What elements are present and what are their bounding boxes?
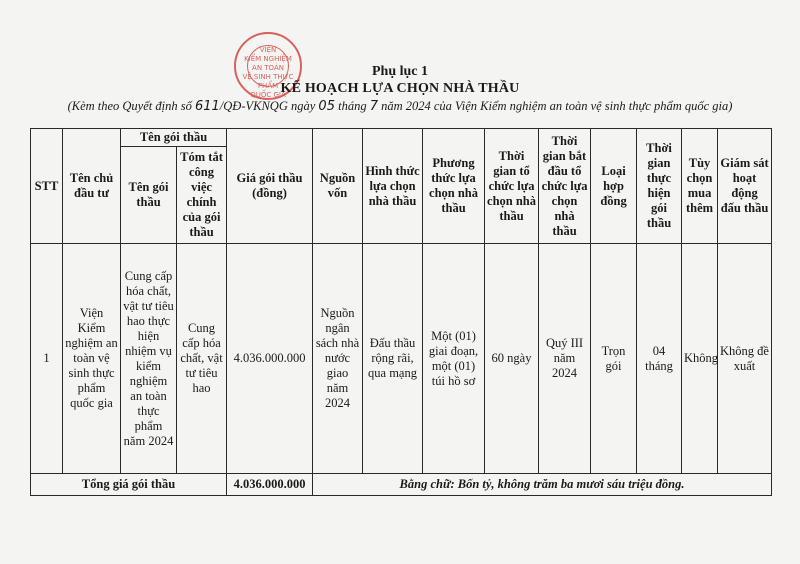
- header-stt: STT: [31, 129, 63, 244]
- cell-source: Nguồn ngân sách nhà nước giao năm 2024: [313, 244, 363, 474]
- subtitle-prefix: (Kèm theo Quyết định số: [67, 99, 192, 113]
- table-row: [31, 244, 772, 474]
- total-label: Tổng giá gói thầu: [31, 474, 227, 496]
- cell-owner: Viện Kiểm nghiệm an toàn vệ sinh thực phẩm quốc gia: [63, 244, 121, 474]
- seal-line-3: AN TOÀN: [252, 64, 284, 72]
- cell-package-summary: Cung cấp hóa chất, vật tư tiêu hao: [177, 244, 227, 474]
- header-selection-method: Phương thức lựa chọn nhà thầu: [423, 129, 485, 244]
- header-option: Tùy chọn mua thêm: [682, 129, 718, 244]
- procurement-plan-table: [30, 128, 772, 496]
- appendix-label: Phụ lục 1: [371, 64, 428, 79]
- header-package-group: Tên gói thầu: [121, 129, 227, 147]
- cell-start-time: Quý III năm 2024: [539, 244, 591, 474]
- header-start-time: Thời gian bắt đầu tổ chức lựa chọn nhà thầu: [539, 129, 591, 244]
- cell-stt: 1: [31, 244, 63, 474]
- decision-month: 7: [369, 99, 378, 114]
- seal-line-5: QUỐC GIA: [250, 91, 286, 99]
- header-owner: Tên chủ đầu tư: [63, 129, 121, 244]
- decision-number: 611: [194, 99, 220, 114]
- cell-contract-type: Trọn gói: [591, 244, 637, 474]
- table-total-row: [31, 474, 772, 496]
- cell-organize-time: 60 ngày: [485, 244, 539, 474]
- header-organize-time: Thời gian tổ chức lựa chọn nhà thầu: [485, 129, 539, 244]
- header-price: Giá gói thầu (đồng): [227, 129, 313, 244]
- header-supervision: Giám sát hoạt động đấu thầu: [718, 129, 772, 244]
- seal-line-4: VỆ SINH THỰC PHẨM: [242, 73, 294, 90]
- cell-selection-method: Một (01) giai đoạn, một (01) túi hồ sơ: [423, 244, 485, 474]
- header-selection-form: Hình thức lựa chọn nhà thầu: [363, 129, 423, 244]
- header-package-name: Tên gói thầu: [121, 147, 177, 244]
- total-in-words: Bằng chữ: Bốn tỷ, không trăm ba mươi sáu triệu đồng.: [313, 474, 772, 496]
- day-label: ngày: [290, 99, 316, 113]
- cell-supervision: Không đề xuất: [718, 244, 772, 474]
- cell-execution-time: 04 tháng: [637, 244, 682, 474]
- decision-day: 05: [318, 99, 335, 114]
- total-amount: 4.036.000.000: [227, 474, 313, 496]
- cell-option: Không: [682, 244, 718, 474]
- document-subtitle: [0, 99, 800, 114]
- cell-selection-form: Đấu thầu rộng rãi, qua mạng: [363, 244, 423, 474]
- subtitle-suffix: năm 2024 của Viện Kiểm nghiệm an toàn vệ sinh thực phẩm quốc gia): [381, 99, 733, 113]
- seal-line-1: VIỆN: [259, 46, 277, 54]
- document-title: KẾ HOẠCH LỰA CHỌN NHÀ THẦU: [280, 81, 520, 96]
- header-package-summary: Tóm tắt công việc chính của gói thầu: [177, 147, 227, 244]
- header-contract-type: Loại hợp đồng: [591, 129, 637, 244]
- header-execution-time: Thời gian thực hiện gói thầu: [637, 129, 682, 244]
- header-source: Nguồn vốn: [313, 129, 363, 244]
- decision-code: /QĐ-VKNQG: [219, 99, 288, 113]
- month-label: tháng: [338, 99, 367, 113]
- table-header-row-1: [31, 129, 772, 147]
- cell-package-name: Cung cấp hóa chất, vật tư tiêu hao thực hiện nhiệm vụ kiểm nghiệm an toàn thực phẩm năm 2024: [121, 244, 177, 474]
- cell-price: 4.036.000.000: [227, 244, 313, 474]
- seal-line-2: KIỂM NGHIỆM: [244, 55, 292, 63]
